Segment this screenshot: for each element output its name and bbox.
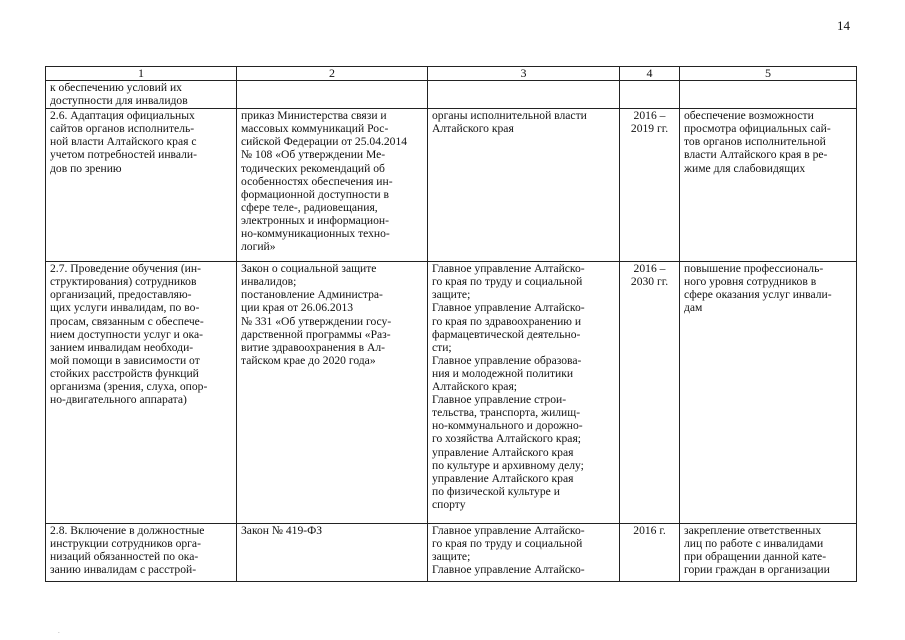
period-cell: 2016 – 2019 гг. bbox=[620, 109, 680, 262]
result-cell bbox=[680, 81, 857, 109]
table-row bbox=[46, 524, 857, 582]
responsible-cell: Главное управление Алтайско- го края по труду и социальной защите; Главное управление Алтайско- го края по здравоохранению и фармацевтической деятельно- сти; Главное управление образова- ния и молодежной политики Алтайского края; Главное управление строи- тельства, транспорта, жилищ- но-коммунального и дорожно- го хозяйства Алтайского края; управление Алтайского края по культуре и архивному делу; управление Алтайского края по физической культуре и спорту bbox=[428, 262, 620, 524]
column-number-4: 4 bbox=[620, 67, 680, 81]
result-cell: обеспечение возможности просмотра официальных сай- тов органов исполнительной власти Алтайского края в ре- жиме для слабовидящих bbox=[680, 109, 857, 262]
column-number-3: 3 bbox=[428, 67, 620, 81]
result-cell: закрепление ответственных лиц по работе с инвалидами при обращении данной кате- гории граждан в организации bbox=[680, 524, 857, 582]
measure-cell: 2.6. Адаптация официальных сайтов органов исполнитель- ной власти Алтайского края с учетом потребностей инвали- дов по зрению bbox=[46, 109, 237, 262]
column-number-1: 1 bbox=[46, 67, 237, 81]
measure-cell: к обеспечению условий их доступности для инвалидов bbox=[46, 81, 237, 109]
period-cell: 2016 – 2030 гг. bbox=[620, 262, 680, 524]
measure-cell: 2.8. Включение в должностные инструкции сотрудников орга- низаций обязанностей по ока- занию инвалидам с расстрой- bbox=[46, 524, 237, 582]
scan-mark: . bbox=[58, 627, 60, 635]
page-number: 14 bbox=[837, 18, 850, 33]
result-cell: повышение профессиональ- ного уровня сотрудников в сфере оказания услуг инвали- дам bbox=[680, 262, 857, 524]
measures-table bbox=[45, 66, 857, 582]
table-row bbox=[46, 109, 857, 262]
period-cell bbox=[620, 81, 680, 109]
period-cell: 2016 г. bbox=[620, 524, 680, 582]
table-row bbox=[46, 81, 857, 109]
legal-basis-cell bbox=[237, 81, 428, 109]
responsible-cell bbox=[428, 81, 620, 109]
legal-basis-cell: Закон о социальной защите инвалидов; постановление Администра- ции края от 26.06.2013 № 331 «Об утверждении госу- дарственной программы «Раз- витие здравоохранения в Ал- тайском крае до 2020 года» bbox=[237, 262, 428, 524]
measure-cell: 2.7. Проведение обучения (ин- структирования) сотрудников организаций, предоставляю- щих услуги инвалидам, по во- просам, связанным с обеспече- нием доступности услуг и ока- занием инвалидам необходи- мой помощи в зависимости от стойких расстройств функций организма (зрения, слуха, опор- но-двигательного аппарата) bbox=[46, 262, 237, 524]
legal-basis-cell: Закон № 419-ФЗ bbox=[237, 524, 428, 582]
column-number-2: 2 bbox=[237, 67, 428, 81]
table-header-row bbox=[46, 67, 857, 81]
table-row bbox=[46, 262, 857, 524]
responsible-cell: органы исполнительной власти Алтайского края bbox=[428, 109, 620, 262]
column-number-5: 5 bbox=[680, 67, 857, 81]
legal-basis-cell: приказ Министерства связи и массовых коммуникаций Рос- сийской Федерации от 25.04.2014 № 108 «Об утверждении Ме- тодических рекомендаций об особенностях обеспечения ин- формационной доступности в сфере теле-, радиовещания, электронных и информацион- но-коммуникационных техно- логий» bbox=[237, 109, 428, 262]
responsible-cell: Главное управление Алтайско- го края по труду и социальной защите; Главное управление Алтайско- bbox=[428, 524, 620, 582]
